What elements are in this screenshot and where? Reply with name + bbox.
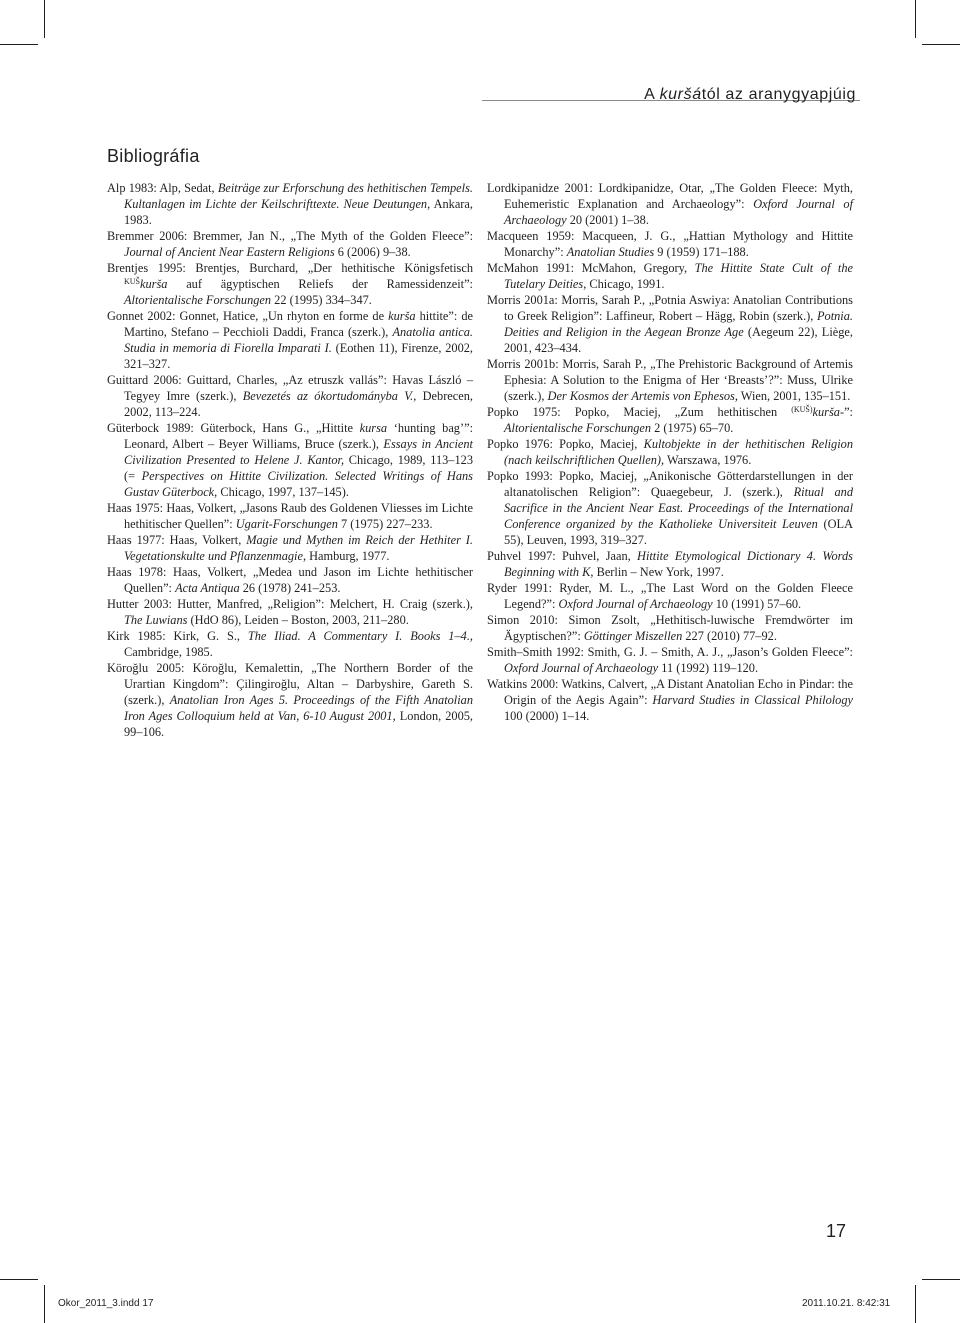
bibliography-entry (107, 628, 473, 660)
entry-text: Watkins 2000: Watkins, Calvert, „A Distant Anatolian Echo in Pindar: the Origin of the Aegis Again”: (487, 677, 853, 707)
crop-mark (922, 1279, 960, 1280)
entry-italic-text: Hittite Etymological Dictionary 4. Words Beginning with K, (504, 549, 853, 579)
entry-text: Haas 1975: Haas, Volkert, „Jasons Raub des Goldenen Vliesses im Lichte hethitischer Quellen”: (107, 501, 473, 531)
entry-italic-text: Ugarit-Forschungen (235, 517, 338, 531)
entry-text: (Aegeum 22), Liège, 2001, 423–434. (504, 325, 853, 355)
entry-text: Haas 1978: Haas, Volkert, „Medea und Jason im Lichte hethitischer Quellen”: (107, 565, 473, 595)
entry-text: auf ägyptischen Reliefs der Ramessidenzeit”: (167, 277, 473, 291)
crop-mark (915, 1285, 916, 1323)
bibliography-entry (487, 292, 853, 356)
entry-text: hittite”: de Martino, Stefano – Pecchioli Daddi, Franca (szerk.), (124, 309, 474, 339)
entry-text: Bremmer 2006: Bremmer, Jan N., „The Myth of the Golden Fleece”: (107, 229, 473, 243)
entry-italic-text: Harvard Studies in Classical Philology (652, 693, 853, 707)
entry-italic-text: Oxford Journal of Archaeology (504, 197, 854, 227)
entry-text: 20 (2001) 1–38. (566, 213, 649, 227)
entry-italic-text: Anatolian Studies (566, 245, 655, 259)
entry-italic-text: kursa (359, 421, 388, 435)
entry-text: Gonnet 2002: Gonnet, Hatice, „Un rhyton en forme de (107, 309, 389, 323)
entry-italic-text: kurša (140, 277, 168, 291)
bibliography-entry (107, 596, 473, 628)
entry-text: Ryder 1991: Ryder, M. L., „The Last Word on the Golden Fleece Legend?”: (487, 581, 853, 611)
entry-italic-text: Essays in Ancient Civilization Presented to Helene J. Kantor, (124, 437, 473, 467)
entry-text: Chicago, 1989, 113–123 (= (124, 453, 473, 483)
bibliography-entry (487, 468, 853, 548)
entry-text: Hutter 2003: Hutter, Manfred, „Religion”: Melchert, H. Craig (szerk.), (107, 597, 473, 611)
slug-filename: Okor_2011_3.indd 17 (58, 1298, 154, 1309)
bibliography-entry (107, 420, 473, 500)
entry-text: Popko 1993: Popko, Maciej, „Anikonische Götterdarstellungen in der altanatolischen Religion”: Quaegebeur, J. (szerk.), (487, 469, 853, 499)
entry-italic-text: Oxford Journal of Archaeology (504, 661, 659, 675)
entry-text: Guittard 2006: Guittard, Charles, „Az etruszk vallás”: Havas László – Tegyey Imre (szerk.), (107, 373, 473, 403)
entry-italic-text: The Iliad. A Commentary I. Books 1–4., (247, 629, 473, 643)
entry-italic-text: Anatolian Iron Ages 5. Proceedings of the Fifth Anatolian Iron Ages Colloquium held at Van, 6-10 August 2001, (124, 693, 473, 723)
entry-italic-text: Magie und Mythen im Reich der Hethiter I. Vegetationskulte und Pflanzenmagie, (124, 533, 473, 563)
entry-text: 22 (1995) 334–347. (271, 293, 372, 307)
bibliography-entry (487, 580, 853, 612)
bibliography-entry (107, 532, 473, 564)
entry-text: , Debrecen, 2002, 113–224. (124, 389, 473, 419)
entry-italic-text: Ritual and Sacrifice in the Ancient Near East. Proceedings of the International Conference organized by the Katholieke Universiteit Leuven (504, 485, 853, 531)
bibliography-entry (487, 644, 853, 676)
bibliography-left-column (107, 180, 473, 740)
entry-text: 2 (1975) 65–70. (651, 421, 734, 435)
bibliography-entry (487, 676, 853, 724)
entry-text: 9 (1959) 171–188. (654, 245, 749, 259)
entry-italic-text: Bevezetés az ókortudományba V. (242, 389, 414, 403)
bibliography-entry (107, 500, 473, 532)
bibliography-entry (487, 548, 853, 580)
entry-text: 26 (1978) 241–253. (239, 581, 341, 595)
entry-text: ‘hunting bag’”: Leonard, Albert – Beyer Williams, Bruce (szerk.), (124, 421, 473, 451)
crop-mark (0, 1279, 38, 1280)
running-head-pre: A (644, 86, 660, 103)
entry-text: 11 (1992) 119–120. (658, 661, 759, 675)
bibliography-entry (487, 180, 853, 228)
entry-italic-text: Göttinger Miszellen (583, 629, 683, 643)
entry-italic-text: The Luwians (124, 613, 188, 627)
entry-text: Cambridge, 1985. (124, 645, 213, 659)
entry-italic-text: Potnia. Deities and Religion in the Aegean Bronze Age (504, 309, 853, 339)
entry-italic-text: Altorientalische Forschungen (124, 293, 272, 307)
section-title: Bibliográfia (107, 146, 200, 166)
crop-mark (922, 44, 960, 45)
bibliography-entry (107, 180, 473, 228)
entry-text: Warszawa, 1976. (664, 453, 752, 467)
entry-text: Smith–Smith 1992: Smith, G. J. – Smith, A. J., „Jason’s Golden Fleece”: (487, 645, 853, 659)
bibliography-entry (107, 260, 473, 308)
entry-text: Puhvel 1997: Puhvel, Jaan, (487, 549, 638, 563)
bibliography-entry (487, 404, 853, 436)
entry-italic-text: Acta Antiqua (175, 581, 240, 595)
entry-text: Morris 2001b: Morris, Sarah P., „The Prehistoric Background of Artemis Ephesia: A Solution to the Enigma of Her ‘Breasts’?”: Muss, Ulrike (szerk.), (487, 357, 853, 403)
entry-italic-text: kurša (388, 309, 416, 323)
entry-italic-text: Journal of Ancient Near Eastern Religions (124, 245, 335, 259)
running-head-italic: kuršá (659, 86, 702, 103)
entry-italic-text: Oxford Journal of Archaeology (558, 597, 713, 611)
entry-text: McMahon 1991: McMahon, Gregory, (487, 261, 695, 275)
bibliography-entry (487, 612, 853, 644)
entry-italic-text: Beiträge zur Erforschung des hethitischen Tempels. Kultanlagen im Lichte der Keilschrifttexte. Neue Deutungen, (124, 181, 473, 211)
entry-text: Popko 1975: Popko, Maciej, „Zum hethitischen (487, 405, 792, 419)
entry-text: (OLA 55), Leuven, 1993, 319–327. (504, 517, 853, 547)
crop-mark (915, 0, 916, 38)
entry-text: 10 (1991) 57–60. (712, 597, 802, 611)
crop-mark (0, 44, 38, 45)
entry-text: Macqueen 1959: Macqueen, J. G., „Hattian Mythology and Hittite Monarchy”: (487, 229, 853, 259)
entry-text: Chicago, 1997, 137–145). (217, 485, 349, 499)
crop-mark (44, 1285, 45, 1323)
entry-italic-text: kurša- (812, 405, 845, 419)
entry-text: Hamburg, 1977. (306, 549, 390, 563)
bibliography-entry (107, 228, 473, 260)
entry-text: Morris 2001a: Morris, Sarah P., „Potnia Aswiya: Anatolian Contributions to Greek Religion”: Laffineur, Robert – Hägg, Robin (szerk.), (487, 293, 853, 323)
entry-italic-text: Anatolia antica. Studia in memoria di Fiorella Imparati I. (124, 325, 473, 355)
running-head (644, 86, 856, 104)
bibliography-entry (107, 564, 473, 596)
entry-text: Güterbock 1989: Güterbock, Hans G., „Hittite (107, 421, 360, 435)
bibliography-entry (107, 660, 473, 740)
entry-text: 6 (2006) 9–38. (334, 245, 411, 259)
entry-text: Köroğlu 2005: Köroğlu, Kemalettin, „The Northern Border of the Urartian Kingdom”: Çilingiroğlu, Altan – Darbyshire, Gareth S. (szerk.), (107, 661, 473, 707)
entry-superscript: KUŠ (124, 277, 141, 286)
entry-text: Alp 1983: Alp, Sedat, (107, 181, 218, 195)
bibliography-entry (107, 372, 473, 420)
bibliography-entry (107, 308, 473, 372)
entry-text: (HdO 86), Leiden – Boston, 2003, 211–280. (187, 613, 409, 627)
entry-text: Simon 2010: Simon Zsolt, „Hethitisch-luwische Fremdwörter im Ägyptischen?”: (487, 613, 853, 643)
bibliography-entry (487, 356, 853, 404)
entry-text: ”: (844, 405, 853, 419)
entry-italic-text: Altorientalische Forschungen (504, 421, 652, 435)
entry-text: Brentjes 1995: Brentjes, Burchard, „Der hethitische Königsfetisch (107, 261, 473, 275)
entry-text: London, 2005, 99–106. (124, 709, 473, 739)
entry-text: Haas 1977: Haas, Volkert, (107, 533, 247, 547)
entry-text: Berlin – New York, 1997. (593, 565, 724, 579)
bibliography-entry (487, 260, 853, 292)
entry-italic-text: Perspectives on Hittite Civilization. Selected Writings of Hans Gustav Güterbock, (124, 469, 473, 499)
entry-text: Kirk 1985: Kirk, G. S., (107, 629, 248, 643)
bibliography-right-column (487, 180, 853, 724)
page-number: 17 (826, 1221, 847, 1241)
entry-text: Ankara, 1983. (124, 197, 473, 227)
entry-text: 100 (2000) 1–14. (504, 709, 590, 723)
entry-text: 7 (1975) 227–233. (337, 517, 433, 531)
crop-mark (44, 0, 45, 38)
entry-italic-text: Kultobjekte in der hethitischen Religion (nach keilschriftlichen Quellen), (504, 437, 853, 467)
entry-text: Popko 1976: Popko, Maciej, (487, 437, 644, 451)
entry-italic-text: The Hittite State Cult of the Tutelary Deities, (504, 261, 853, 291)
entry-text: Wien, 2001, 135–151. (737, 389, 851, 403)
entry-text: Chicago, 1991. (586, 277, 665, 291)
entry-text: Lordkipanidze 2001: Lordkipanidze, Otar, „The Golden Fleece: Myth, Euhemeristic Explanation and Archaeology”: (487, 181, 853, 211)
bibliography-entry (487, 228, 853, 260)
entry-text: 227 (2010) 77–92. (682, 629, 777, 643)
bibliography-entry (487, 436, 853, 468)
slug-timestamp: 2011.10.21. 8:42:31 (802, 1298, 891, 1309)
entry-superscript: (KUŠ) (791, 405, 813, 414)
entry-text: (Eothen 11), Firenze, 2002, 321–327. (124, 341, 474, 371)
running-head-post: tól az aranygyapjúig (701, 86, 856, 103)
entry-italic-text: Der Kosmos der Artemis von Ephesos, (547, 389, 738, 403)
